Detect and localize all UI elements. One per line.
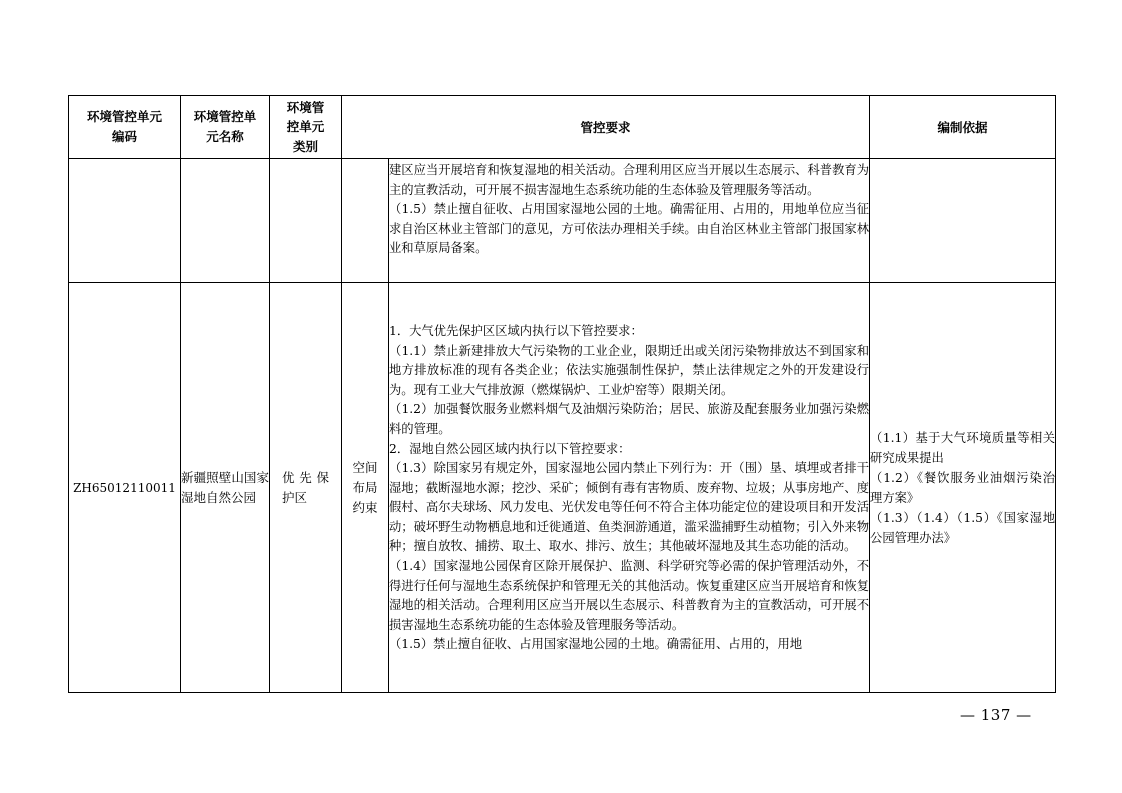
- unit-category-cell: 优先保护区: [270, 283, 342, 693]
- requirement-paragraph: （1.5）禁止擅自征收、占用国家湿地公园的土地。确需征用、占用的，用地: [389, 637, 803, 652]
- requirement-paragraph: （1.1）禁止新建排放大气污染物的工业企业，限期迁出或关闭污染物排放达不到国家和地方排放标准的现有各类企业；依法实施强制性保护，禁止法律规定之外的开发建设行为。现有工业大气排放源（燃煤锅炉、工业炉窑等）限期关闭。: [389, 343, 870, 397]
- header-requirements: 管控要求: [342, 96, 870, 159]
- empty-cell: [870, 159, 1056, 283]
- constraint-type-cell: 空间布局约束: [342, 283, 389, 693]
- empty-cell: [181, 159, 270, 283]
- requirement-paragraph: 2．湿地自然公园区域内执行以下管控要求：: [389, 441, 631, 456]
- header-unit-code: 环境管控单元编码: [69, 96, 181, 159]
- empty-cell: [270, 159, 342, 283]
- empty-cell: [342, 159, 389, 283]
- table-row: [69, 283, 1056, 693]
- page-number: — 137 —: [960, 706, 1032, 724]
- basis-item: （1.2）《餐饮服务业油烟污染治理方案》: [870, 470, 1056, 505]
- basis-item: （1.3）（1.4）（1.5）《国家湿地公园管理办法》: [870, 510, 1056, 545]
- header-basis: 编制依据: [870, 96, 1056, 159]
- unit-name-cell: 新疆照壁山国家湿地自然公园: [181, 283, 270, 693]
- requirements-cell: [389, 159, 870, 283]
- basis-item: （1.1）基于大气环境质量等相关研究成果提出: [870, 430, 1056, 465]
- requirement-paragraph: （1.2）加强餐饮服务业燃料烟气及油烟污染防治；居民、旅游及配套服务业加强污染燃料的管理。: [389, 402, 870, 436]
- requirement-paragraph: 建区应当开展培育和恢复湿地的相关活动。合理利用区应当开展以生态展示、科普教育为主的宣教活动，可开展不损害湿地生态系统功能的生态体验及管理服务等活动。: [389, 163, 870, 197]
- requirement-paragraph: （1.3）除国家另有规定外，国家湿地公园内禁止下列行为：开（围）垦、填埋或者排干湿地；截断湿地水源；挖沙、采矿；倾倒有毒有害物质、废弃物、垃圾；从事房地产、度假村、高尔夫球场、风力发电、光伏发电等任何不符合主体功能定位的建设项目和开发活动；破坏野生动物栖息地和迁徙通道、鱼类洄游通道，滥采滥捕野生动植物；引入外来物种；擅自放牧、捕捞、取土、取水、排污、放生；其他破坏湿地及其生态功能的活动。: [389, 461, 870, 554]
- unit-code-cell: ZH65012110011: [69, 283, 181, 693]
- regulation-table: [68, 95, 1056, 693]
- requirement-paragraph: （1.4）国家湿地公园保育区除开展保护、监测、科学研究等必需的保护管理活动外，不得进行任何与湿地生态系统保护和管理无关的其他活动。恢复重建区应当开展培育和恢复湿地的相关活动。合理利用区应当开展以生态展示、科普教育为主的宣教活动，可开展不损害湿地生态系统功能的生态体验及管理服务等活动。: [389, 559, 870, 632]
- requirements-cell: [389, 283, 870, 693]
- empty-cell: [69, 159, 181, 283]
- table-header-row: [69, 96, 1056, 159]
- requirement-paragraph: （1.5）禁止擅自征收、占用国家湿地公园的土地。确需征用、占用的，用地单位应当征求自治区林业主管部门的意见，方可依法办理相关手续。由自治区林业主管部门报国家林业和草原局备案。: [389, 202, 870, 256]
- header-unit-name: 环境管控单元名称: [181, 96, 270, 159]
- table-row: [69, 159, 1056, 283]
- basis-cell: [870, 283, 1056, 693]
- header-unit-category: 环境管控单元类别: [270, 96, 342, 159]
- requirement-paragraph: 1．大气优先保护区区域内执行以下管控要求：: [389, 323, 643, 338]
